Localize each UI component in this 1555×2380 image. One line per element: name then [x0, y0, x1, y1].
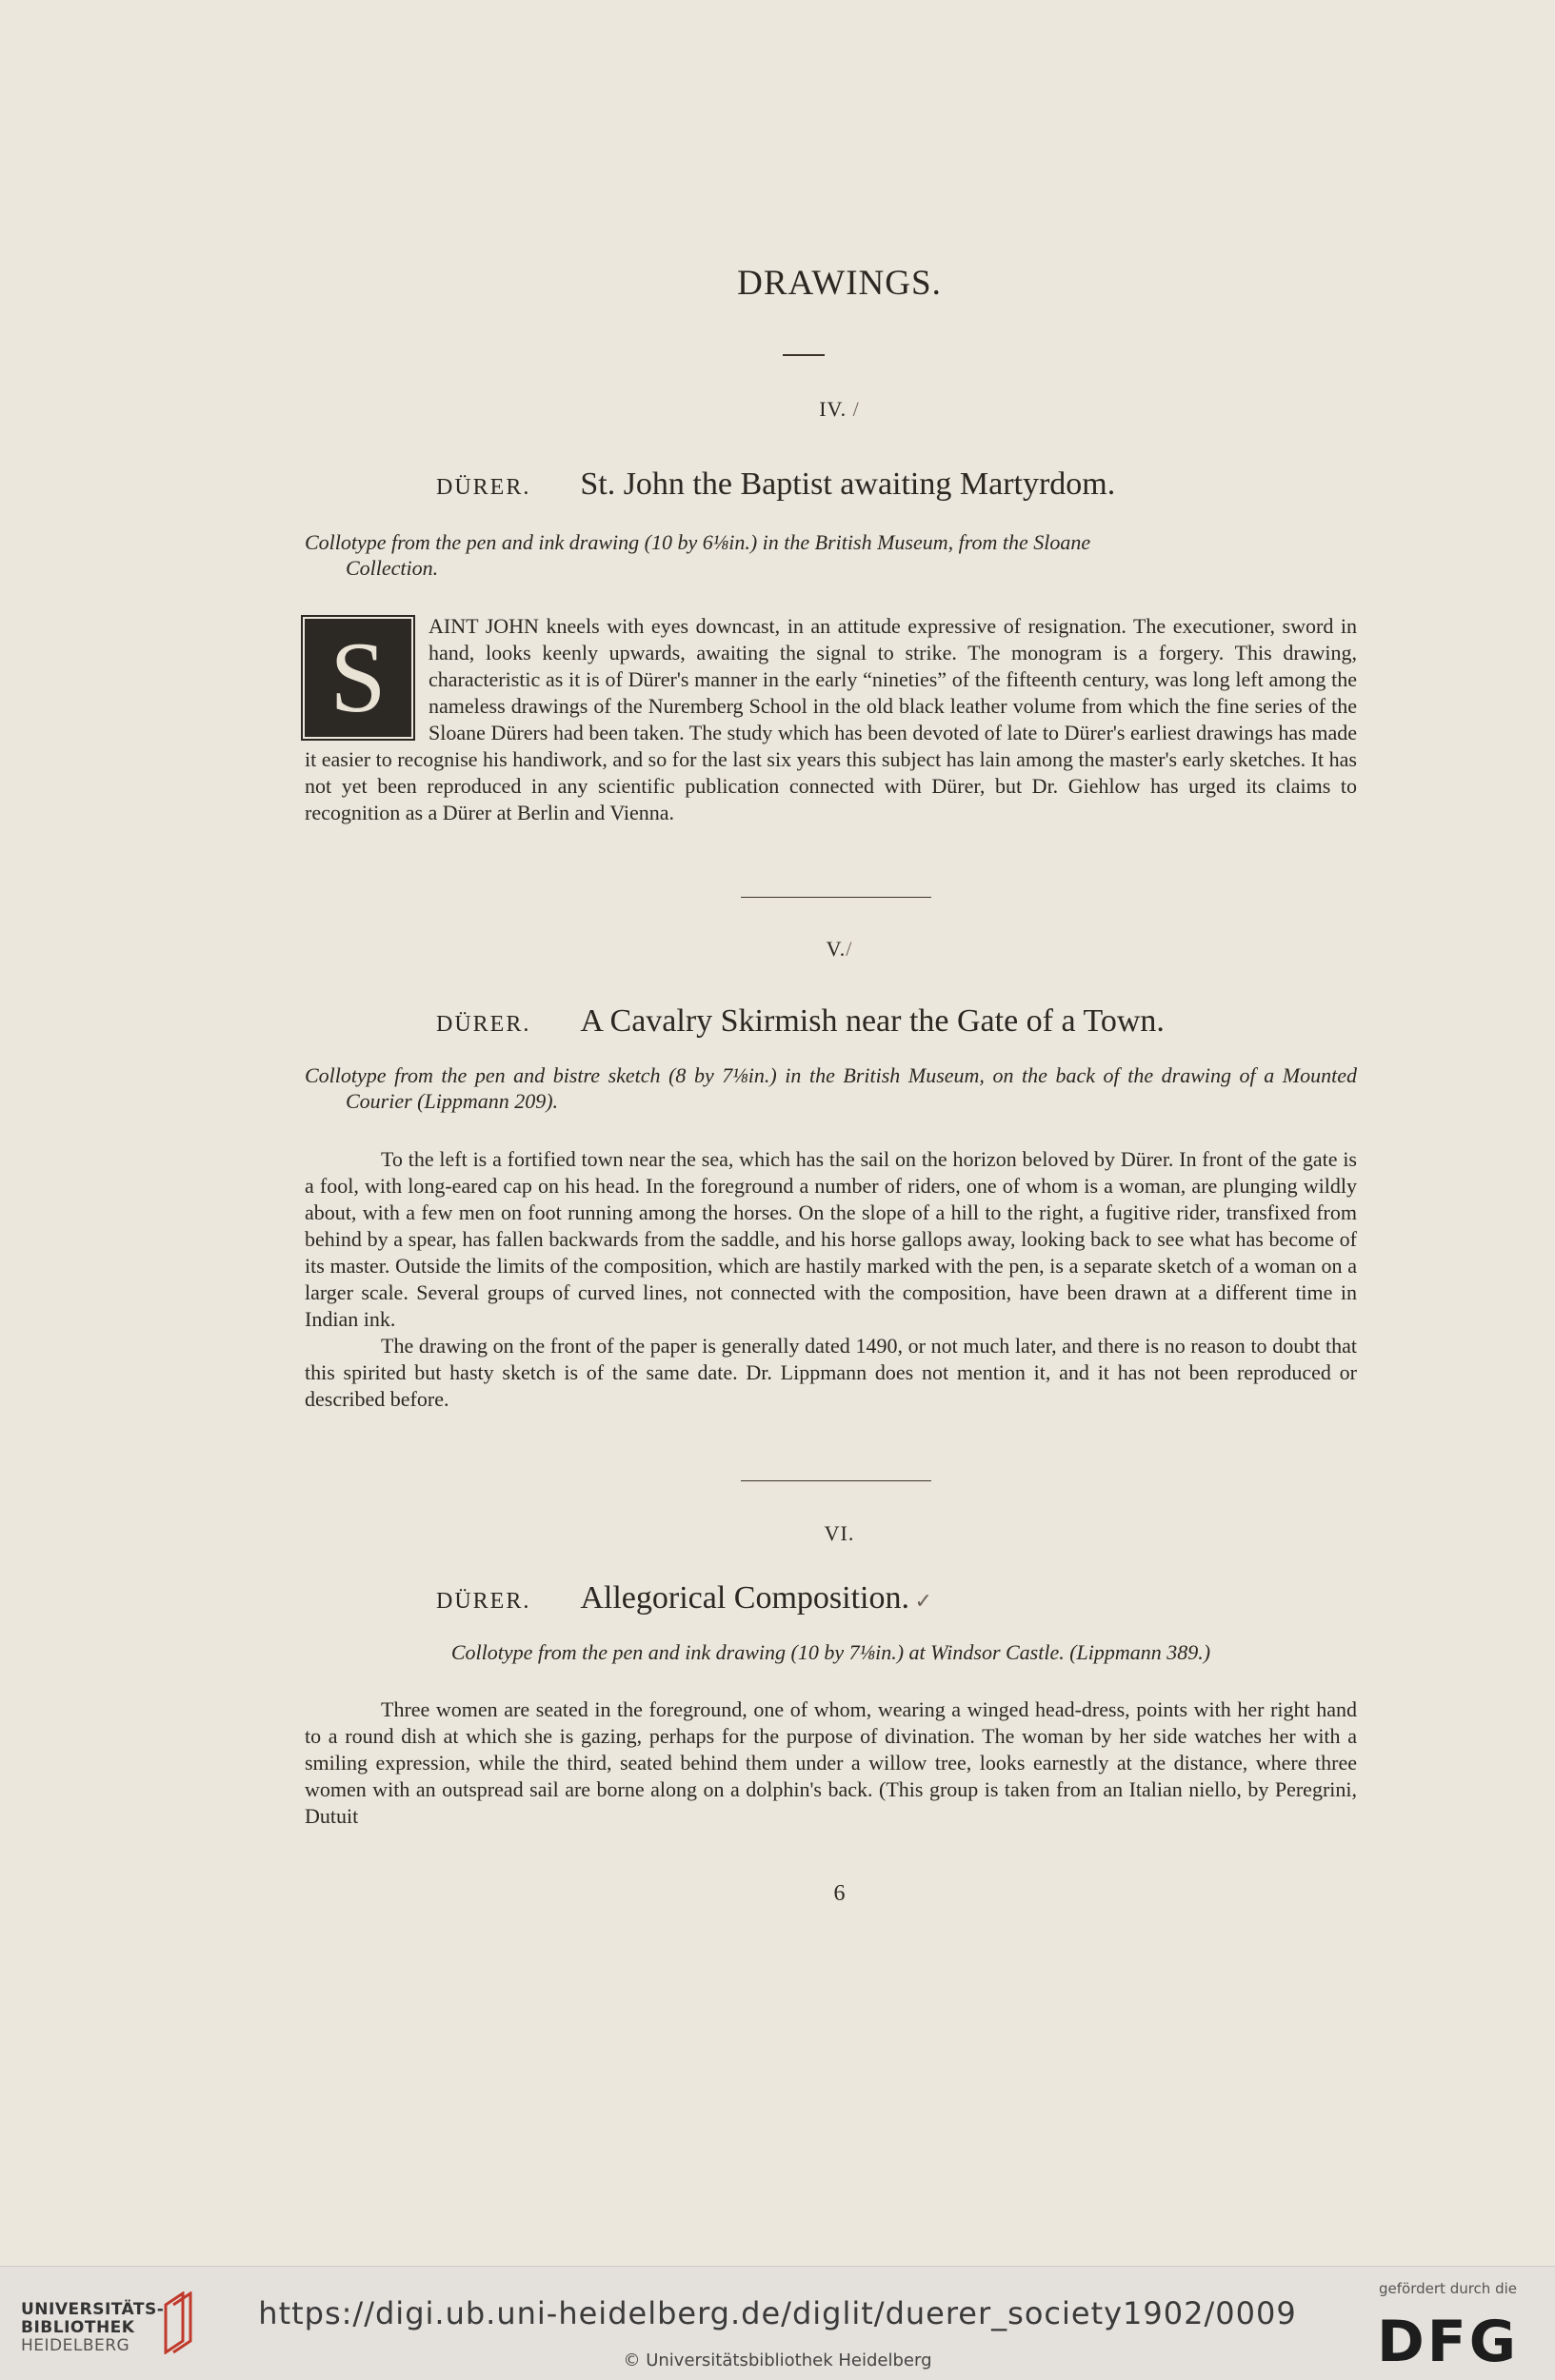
section-v-number: V./ — [826, 937, 853, 961]
section-vi-heading — [436, 1580, 932, 1616]
page-number: 6 — [833, 1881, 846, 1906]
section-vi-body — [305, 1696, 1357, 1830]
pencil-mark: ✓ — [908, 1589, 932, 1613]
section-vi-author: DÜRER. — [436, 1589, 531, 1614]
digitization-footer — [0, 2266, 1555, 2380]
section-iv-title: St. John the Baptist awaiting Martyrdom. — [580, 466, 1116, 502]
section-iv-author: DÜRER. — [436, 475, 531, 500]
section-divider — [741, 1480, 931, 1481]
page-title: DRAWINGS. — [737, 264, 942, 303]
decorated-initial-s: S — [305, 619, 411, 737]
section-iv-caption: Collotype from the pen and ink drawing (10 by 6⅛in.) in the British Museum, from the Sloane Collection. — [305, 530, 1091, 580]
section-vi-paragraph: Three women are seated in the foreground, one of whom, wearing a winged head-dress, points with her right hand to a round dish at which she is gazing, perhaps for the purpose of divination. The woman by her side watches her with a smiling expression, while the third, seated behind them under a willow tree, looks earnestly at the distance, where three women with an outspread sail are borne along on a dolphin's back. (This group is taken from an Italian niello, by Peregrini, Dutuit — [305, 1697, 1357, 1828]
permalink-url[interactable]: https://digi.ub.uni-heidelberg.de/diglit/duerer_society1902/0009 — [258, 2295, 1297, 2331]
section-v-paragraph-2: The drawing on the front of the paper is generally dated 1490, or not much later, and there is no reason to doubt that this spirited but hasty sketch is of the same date. Dr. Lippmann does not mention it, and it has not been reproduced or described before. — [305, 1334, 1357, 1411]
dfg-logo: DFG — [1376, 2309, 1519, 2375]
section-iv-paragraph: AINT JOHN kneels with eyes downcast, in an attitude expressive of resignation. The executioner, sword in hand, looks keenly upwards, awaiting the signal to strike. The monogram is a forgery. This drawing, characteristic as it is of Dürer's manner in the early “nineties” of the fifteenth century, was long left among the nameless drawings of the Nuremberg School in the old black leather volume from which the fine series of the Sloane Dürers had been taken. The study which has been devoted of late to Dürer's earliest drawings has made it easier to recognise his handiwork, and so for the last six years this subject has lain among the master's early sketches. It has not yet been reproduced in any scientific publication connected with Dürer, but Dr. Giehlow has urged its claims to recognition as a Dürer at Berlin and Vienna. — [305, 614, 1357, 824]
section-v-body — [305, 1146, 1357, 1413]
section-v-paragraph-1: To the left is a fortified town near the sea, which has the sail on the horizon beloved by Dürer. In front of the gate is a fool, with long-eared cap on his head. In the foreground a number of riders, one of whom is a woman, are plunging wildly about, with a few men on foot running among the horses. On the slope of a hill to the right, a fugitive rider, transfixed from behind by a spear, has fallen backwards from the saddle, and his horse gallops away, looking back to see what has become of its master. Outside the limits of the composition, which are hastily marked with the pen, is a separate sketch of a woman on a larger scale. Several groups of curved lines, not connected with the composition, have been drawn at a different time in Indian ink. — [305, 1147, 1357, 1331]
section-v-heading — [436, 1003, 1165, 1040]
section-v-author: DÜRER. — [436, 1012, 531, 1037]
title-rule — [783, 354, 825, 356]
section-v-title: A Cavalry Skirmish near the Gate of a Town. — [580, 1003, 1165, 1039]
funded-by-label: gefördert durch die — [1379, 2280, 1517, 2297]
pencil-mark: / — [847, 397, 860, 421]
section-vi-title: Allegorical Composition. — [580, 1580, 909, 1616]
section-v-caption: Collotype from the pen and bistre sketch (8 by 7⅛in.) in the British Museum, on the back of the drawing of a Mounted Courier (Lippmann 209). — [305, 1063, 1357, 1113]
copyright-notice: © Universitätsbibliothek Heidelberg — [623, 2350, 932, 2370]
section-iv-body — [305, 613, 1357, 826]
library-name: UNIVERSITÄTS- BIBLIOTHEK HEIDELBERG — [21, 2300, 165, 2355]
section-divider — [741, 897, 931, 898]
pencil-mark: / — [846, 937, 853, 961]
section-iv-heading — [436, 466, 1115, 503]
section-vi-caption: Collotype from the pen and ink drawing (10 by 7⅛in.) at Windsor Castle. (Lippmann 389.) — [450, 1640, 1211, 1664]
section-vi-number: VI. — [824, 1521, 855, 1545]
section-iv-number: IV. / — [819, 397, 860, 421]
